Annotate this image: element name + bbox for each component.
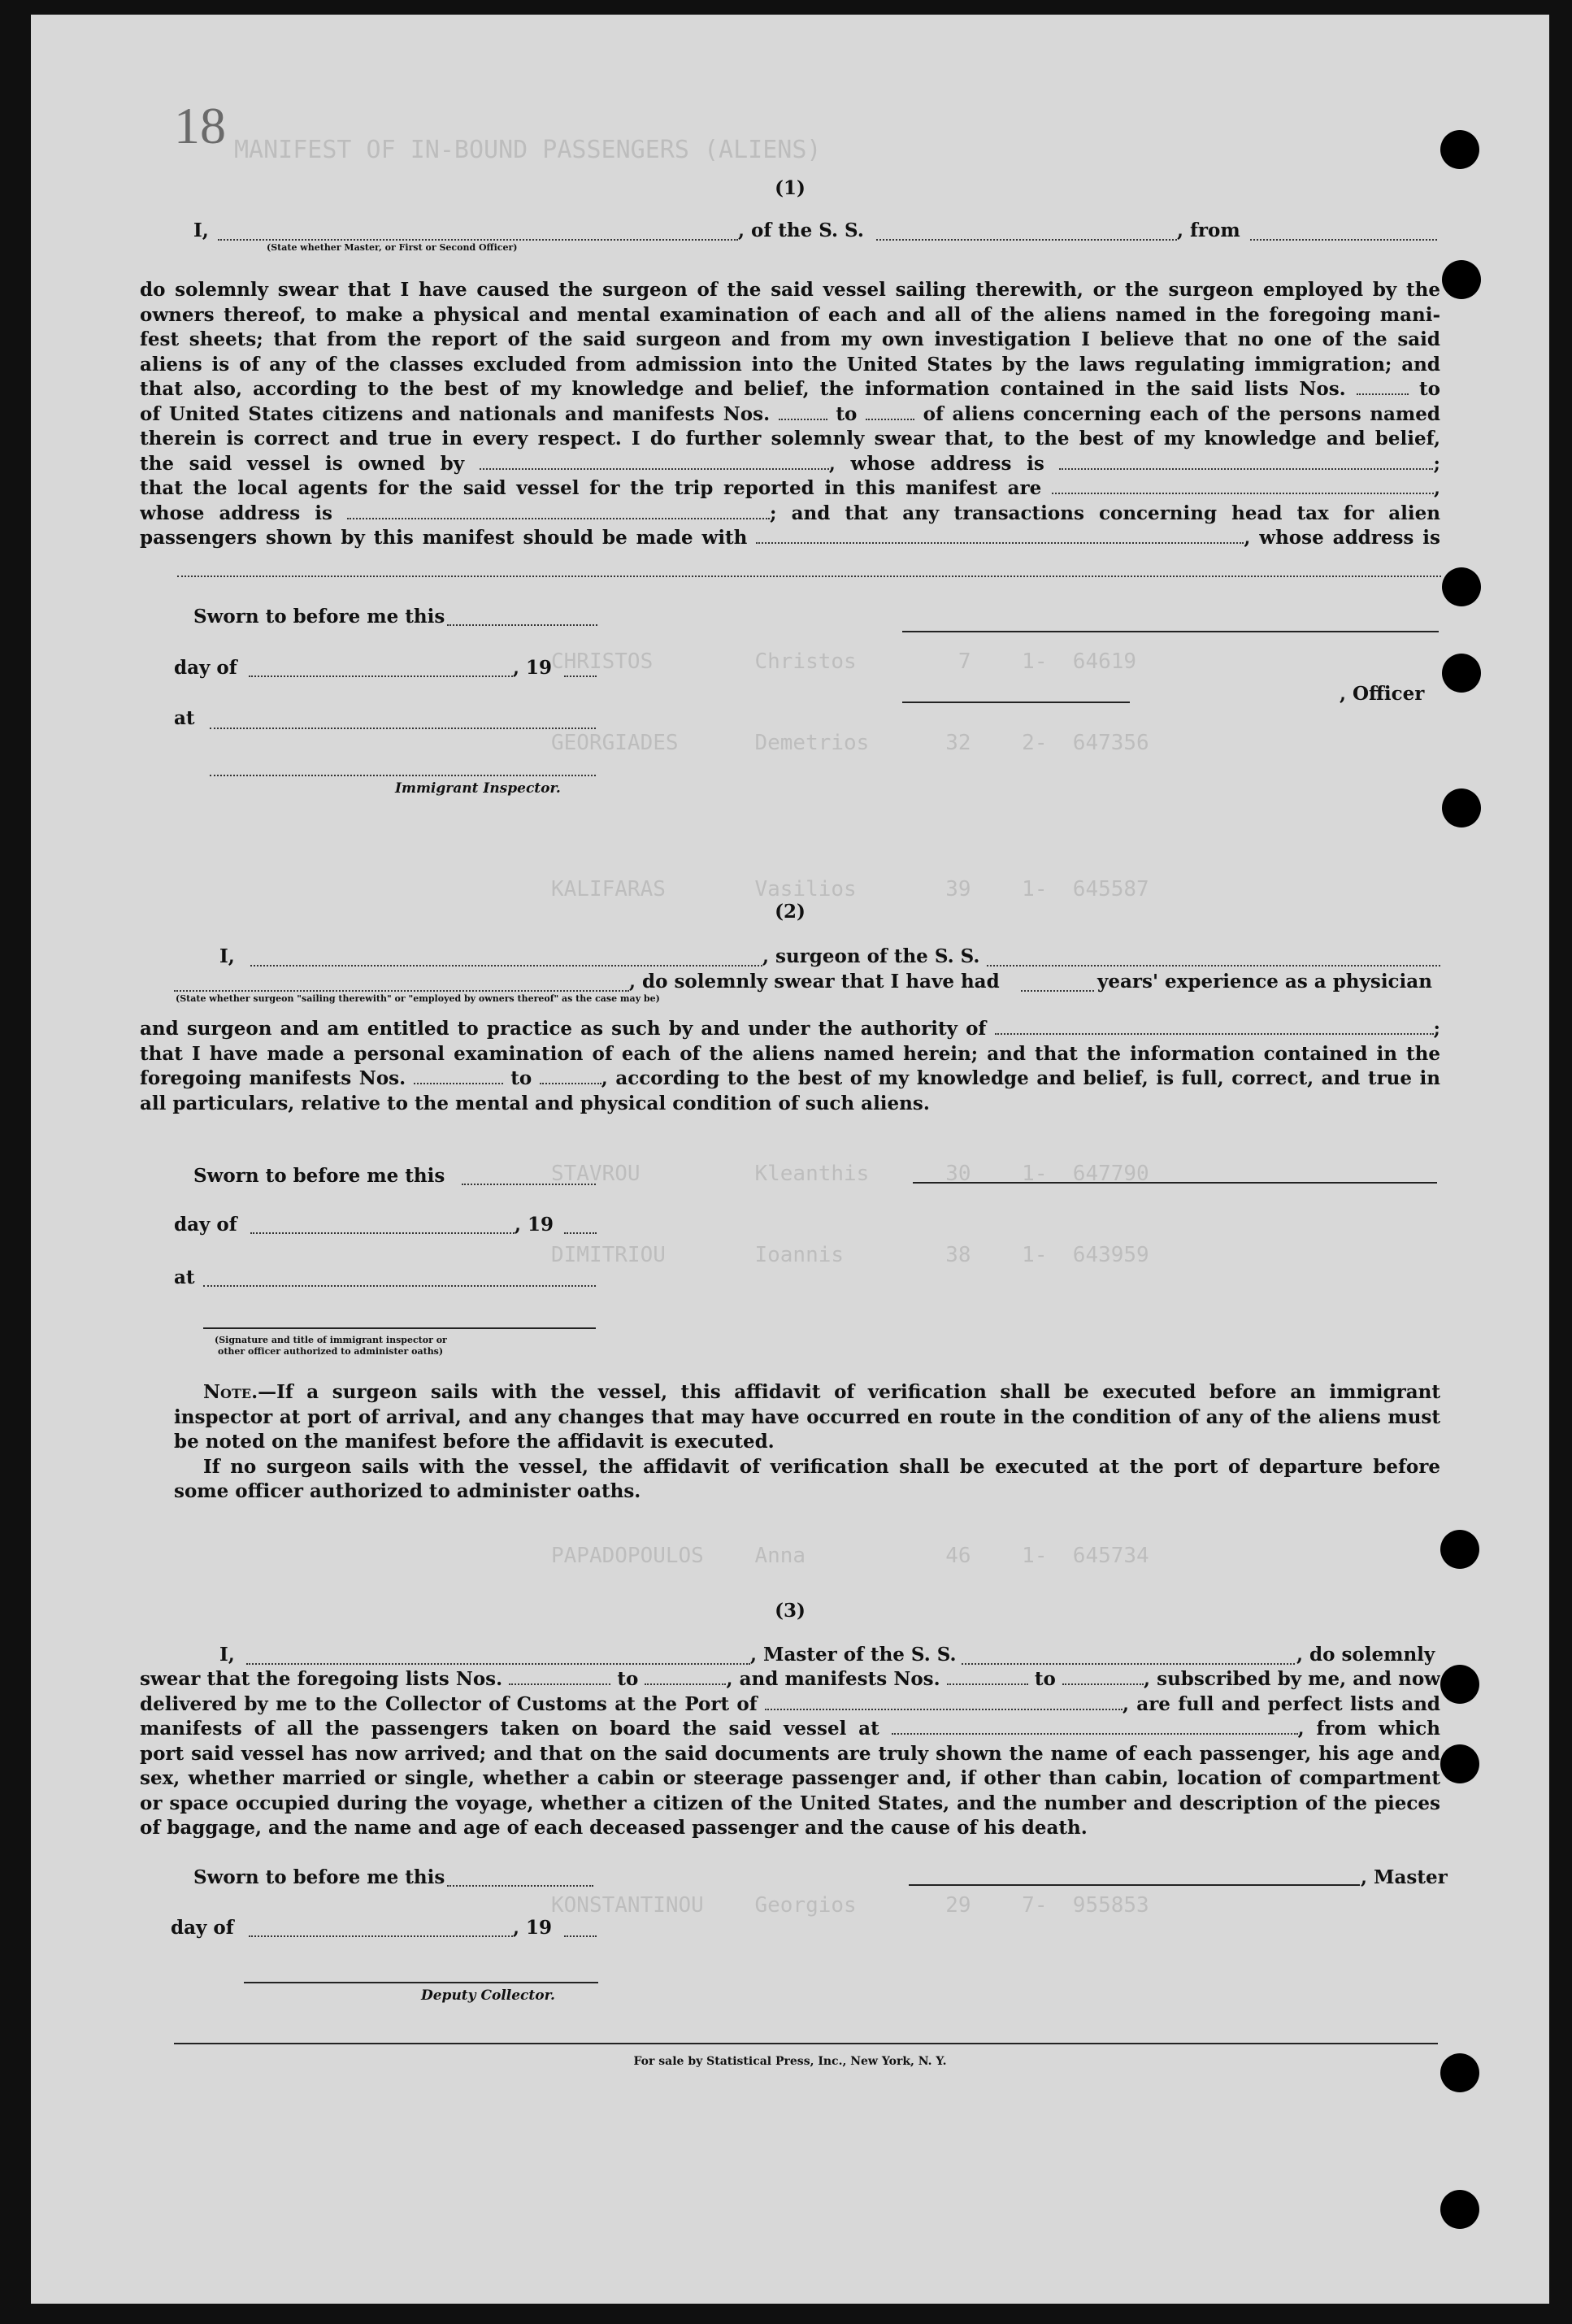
inspector-signature-field[interactable] <box>210 775 596 776</box>
officer-name-field[interactable] <box>218 239 738 241</box>
sworn-label: Sworn to before me this <box>193 1165 445 1187</box>
bleed-line: DIMITRIOU Ioannis 38 1- 643959 <box>551 1243 1149 1267</box>
surgeon-of-label: , surgeon of the S. S. <box>762 945 980 967</box>
lists-from-field[interactable] <box>1357 379 1409 395</box>
year-label: , 19 <box>515 1214 554 1236</box>
body-line: the said vessel is owned by , whose address is ; <box>140 452 1440 475</box>
inspector-label: Immigrant Inspector. <box>395 780 561 797</box>
from-port-field[interactable] <box>1250 239 1437 241</box>
swear-label: , do solemnly swear that I have had <box>629 971 1000 993</box>
sworn-day-field[interactable] <box>462 1184 596 1185</box>
from-label: , from <box>1177 219 1240 241</box>
lists-from-field[interactable] <box>509 1669 610 1685</box>
note-line: Note.—If a surgeon sails with the vessel, this affidavit of verification shall be executed before an immigrant <box>203 1381 1440 1403</box>
at-label: at <box>174 1266 195 1288</box>
body-line: port said vessel has now arrived; and that on the said documents are truly shown the name of each passenger, his age and <box>140 1742 1440 1765</box>
at-label: at <box>174 707 195 729</box>
bleed-line: PAPADOPOULOS Anna 46 1- 645734 <box>551 1544 1149 1568</box>
signature-hint: (Signature and title of immigrant inspector or <box>215 1335 447 1345</box>
master-of-label: , Master of the S. S. <box>750 1644 957 1666</box>
pencil-number: 18 <box>174 97 226 154</box>
surgeon-name-field[interactable] <box>250 965 762 967</box>
note-line: If no surgeon sails with the vessel, the affidavit of verification shall be executed at the port of departure before <box>203 1455 1440 1478</box>
body-line: manifests of all the passengers taken on board the said vessel at , from which <box>140 1718 1440 1740</box>
manifests-from-field[interactable] <box>947 1669 1028 1685</box>
section-3-prefix: I, <box>219 1644 235 1666</box>
officer-hint: (State whether Master, or First or Second Officer) <box>267 242 518 253</box>
note-line: be noted on the manifest before the affidavit is executed. <box>174 1431 775 1453</box>
year-label: , 19 <box>513 1917 553 1939</box>
bleed-line: GEORGIADES Demetrios 32 2- 647356 <box>551 731 1149 755</box>
lists-to-field[interactable] <box>645 1669 726 1685</box>
year-label: , 19 <box>513 657 553 679</box>
section-3-number: (3) <box>775 1600 806 1622</box>
master-label: , Master <box>1361 1866 1448 1888</box>
master-vessel-field[interactable] <box>962 1663 1295 1665</box>
sworn-day-field[interactable] <box>447 624 597 626</box>
affidavit-form <box>31 15 1549 2304</box>
section-1-number: (1) <box>775 177 806 199</box>
day-of-month-field[interactable] <box>249 675 513 677</box>
body-line: owners thereof, to make a physical and mental examination of each and all of the aliens named in the foregoing mani- <box>140 303 1440 326</box>
day-of-month-field[interactable] <box>249 1935 513 1937</box>
collector-signature-line[interactable] <box>244 1982 598 1983</box>
note-line: inspector at port of arrival, and any changes that may have occurred en route in the condition of any of the aliens must <box>174 1405 1440 1428</box>
body-line: that the local agents for the said vessel for the trip reported in this manifest are , <box>140 477 1440 499</box>
section-2-number: (2) <box>775 901 806 923</box>
day-of-label: day of <box>174 1214 237 1236</box>
manifests-to-field[interactable] <box>1062 1669 1144 1685</box>
manifest-from-field[interactable] <box>779 404 827 420</box>
administrator-signature-line[interactable] <box>203 1327 596 1329</box>
port-field[interactable] <box>765 1694 1123 1710</box>
printer-imprint: For sale by Statistical Press, Inc., New York, N. Y. <box>633 2055 947 2068</box>
day-of-label: day of <box>171 1917 234 1939</box>
body-line: therein is correct and true in every respect. I do further solemnly swear that, to the best of my knowledge and belief, <box>140 428 1440 450</box>
body-line: delivered by me to the Collector of Customs at the Port of , are full and perfect lists and <box>140 1692 1440 1715</box>
body-line: aliens is of any of the classes excluded from admission into the United States by the laws regulating immigration; and <box>140 353 1440 376</box>
officer-signature-line[interactable] <box>902 702 1130 703</box>
at-place-field[interactable] <box>210 728 596 729</box>
sworn-label: Sworn to before me this <box>193 1866 445 1888</box>
body-line: of United States citizens and nationals and manifests Nos. to of aliens concerning each of the persons named <box>140 402 1440 425</box>
vessel-name-field[interactable] <box>876 239 1177 241</box>
embarkation-port-field[interactable] <box>892 1718 1298 1735</box>
note-block <box>174 1380 1440 1505</box>
surgeon-vessel-field[interactable] <box>987 965 1440 967</box>
year-field[interactable] <box>564 1935 597 1937</box>
head-tax-agent-field[interactable] <box>756 528 1244 544</box>
local-agents-field[interactable] <box>1052 478 1434 494</box>
owner-address-field[interactable] <box>1059 454 1433 470</box>
body-line: fest sheets; that from the report of the said surgeon and from my own investigation I believe that no one of the said <box>140 328 1440 350</box>
bleed-line: KALIFARAS Vasilios 39 1- 645587 <box>551 877 1149 901</box>
signature-hint: other officer authorized to administer oaths) <box>218 1346 444 1357</box>
bleed-line: STAVROU Kleanthis 30 1- 647790 <box>551 1162 1149 1186</box>
years-label: years' experience as a physician <box>1097 971 1432 993</box>
body-line: do solemnly swear that I have caused the surgeon of the said vessel sailing therewith, or the surgeon employed by the <box>140 279 1440 301</box>
officer-label: , Officer <box>1340 683 1425 705</box>
master-name-field[interactable] <box>246 1663 750 1665</box>
bleed-line: KONSTANTINOU Georgios 29 7- 955853 <box>551 1893 1149 1918</box>
body-line: sex, whether married or single, whether a cabin or steerage passenger and, if other than cabin, location of compartment <box>140 1767 1440 1789</box>
manifests-from-field[interactable] <box>414 1068 503 1084</box>
sworn-label: Sworn to before me this <box>193 606 445 628</box>
year-field[interactable] <box>564 675 597 677</box>
day-of-label: day of <box>174 657 237 679</box>
form-page <box>31 15 1549 2304</box>
body-line: whose address is ; and that any transactions concerning head tax for alien <box>140 502 1440 524</box>
body-line: and surgeon and am entitled to practice as such by and under the authority of ; <box>140 1018 1440 1040</box>
footer-rule <box>174 2043 1438 2044</box>
surgeon-type-field[interactable] <box>174 990 629 992</box>
of-ss-label: , of the S. S. <box>738 219 864 241</box>
signature-line[interactable] <box>902 631 1439 632</box>
section-1-body <box>140 278 1440 551</box>
head-tax-address-field[interactable] <box>177 576 1441 577</box>
body-line: all particulars, relative to the mental and physical condition of such aliens. <box>140 1092 930 1114</box>
body-line: or space occupied during the voyage, whether a citizen of the United States, and the number and description of the pieces <box>140 1792 1440 1814</box>
years-experience-field[interactable] <box>1021 990 1094 992</box>
manifest-to-field[interactable] <box>866 404 914 420</box>
section-2-prefix: I, <box>219 945 235 967</box>
sworn-day-field[interactable] <box>447 1885 593 1887</box>
body-line: that I have made a personal examination of each of the aliens named herein; and that the information contained in the <box>140 1042 1440 1065</box>
body-line: foregoing manifests Nos. to , according to the best of my knowledge and belief, is full, correct, and true in <box>140 1067 1440 1089</box>
solemnly-label: , do solemnly <box>1296 1644 1435 1666</box>
surgeon-type-hint: (State whether surgeon "sailing therewith" or "employed by owners thereof" as the case may be) <box>176 993 660 1004</box>
body-line: passengers shown by this manifest should be made with , whose address is <box>140 527 1440 549</box>
manifests-to-field[interactable] <box>540 1068 601 1084</box>
body-line: swear that the foregoing lists Nos. to , and manifests Nos. to , subscribed by me, and now <box>140 1668 1440 1690</box>
section-2-body <box>140 1017 1440 1116</box>
agents-address-field[interactable] <box>347 503 770 519</box>
year-field[interactable] <box>564 1232 597 1234</box>
at-place-field[interactable] <box>203 1285 596 1287</box>
section-3-body <box>140 1667 1440 1841</box>
authority-field[interactable] <box>995 1019 1434 1035</box>
body-line: that also, according to the best of my knowledge and belief, the information contained in the said lists Nos. to <box>140 378 1440 400</box>
day-of-month-field[interactable] <box>250 1232 515 1234</box>
surgeon-signature-line[interactable] <box>913 1182 1437 1184</box>
owner-field[interactable] <box>480 454 829 470</box>
collector-label: Deputy Collector. <box>421 1987 555 2004</box>
section-1-prefix: I, <box>193 219 209 241</box>
bleed-line: MANIFEST OF IN-BOUND PASSENGERS (ALIENS) <box>234 136 822 164</box>
bleed-line: CHRISTOS Christos 7 1- 64619 <box>551 649 1137 674</box>
note-line: some officer authorized to administer oaths. <box>174 1480 641 1502</box>
body-line: of baggage, and the name and age of each deceased passenger and the cause of his death. <box>140 1817 1088 1839</box>
master-signature-line[interactable] <box>909 1884 1360 1886</box>
